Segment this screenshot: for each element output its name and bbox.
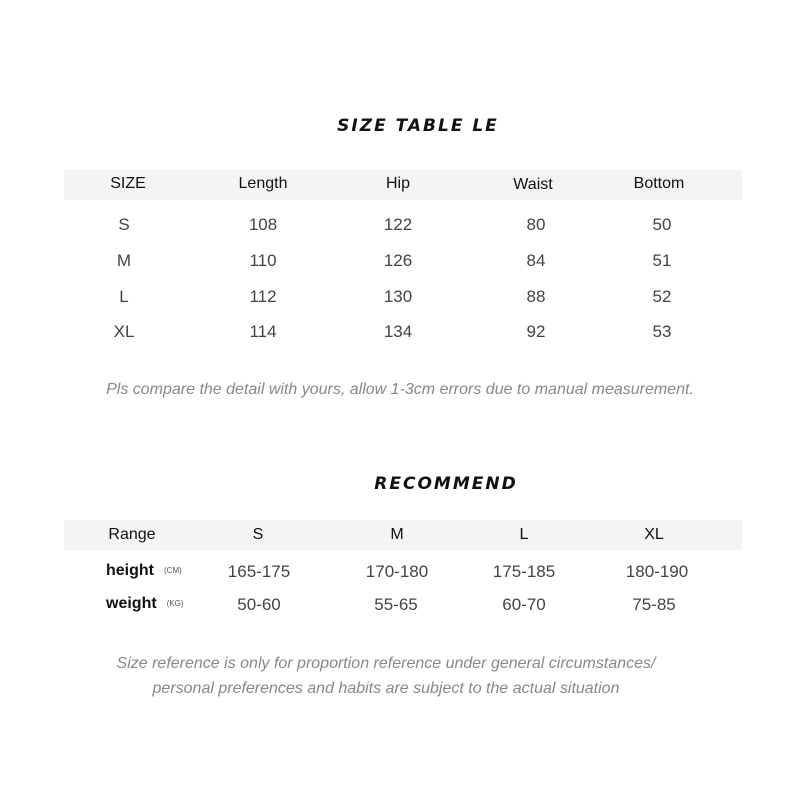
table-cell: 122 [383, 215, 413, 234]
header-m: M [390, 526, 404, 543]
size-table-title: SIZE TABLE LE [337, 116, 499, 136]
table-cell: M [116, 251, 132, 270]
table-cell: 165-175 [227, 562, 291, 581]
table-cell: 180-190 [625, 562, 689, 581]
height-label-text: height [106, 562, 154, 579]
weight-label [106, 595, 184, 613]
height-unit: (CM) [164, 566, 182, 576]
table-cell: 53 [652, 322, 672, 341]
table-cell: 130 [383, 287, 413, 306]
table-cell: L [119, 287, 129, 306]
table-cell: 50 [652, 215, 672, 234]
recommend-title: RECOMMEND [374, 474, 518, 494]
table-cell: 108 [248, 215, 278, 234]
table-cell: 55-65 [374, 595, 418, 614]
header-length: Length [238, 175, 288, 192]
table-cell: 134 [383, 322, 413, 341]
table-cell: 175-185 [492, 562, 556, 581]
header-hip: Hip [385, 175, 411, 192]
header-l: L [519, 526, 529, 543]
header-bottom: Bottom [633, 175, 685, 192]
table-cell: XL [113, 322, 135, 341]
table-cell: 84 [526, 251, 546, 270]
table-cell: 114 [249, 322, 277, 341]
table-cell: 51 [652, 251, 672, 270]
weight-label-text: weight [106, 595, 157, 612]
header-xl: XL [644, 526, 664, 543]
size-reference-note-line2: personal preferences and habits are subject to the actual situation [152, 680, 620, 697]
table-cell: 75-85 [632, 595, 676, 614]
table-cell: 126 [383, 251, 413, 270]
measurement-note: Pls compare the detail with yours, allow 1-3cm errors due to manual measurement. [106, 381, 694, 398]
table-cell: 52 [652, 287, 672, 306]
weight-unit: (KG) [166, 599, 184, 609]
table-cell: 50-60 [237, 595, 281, 614]
table-cell: 110 [249, 251, 277, 270]
header-s: S [252, 526, 264, 543]
size-reference-note-line1: Size reference is only for proportion reference under general circumstances/ [116, 655, 656, 672]
header-range: Range [108, 526, 156, 543]
table-cell: 92 [526, 322, 546, 341]
table-cell: 60-70 [502, 595, 546, 614]
table-cell: 170-180 [365, 562, 429, 581]
header-size: SIZE [110, 175, 146, 192]
table-cell: 88 [526, 287, 546, 306]
table-cell: S [118, 215, 130, 234]
table-cell: 112 [249, 287, 277, 306]
table-cell: 80 [526, 215, 546, 234]
header-waist: Waist [513, 176, 553, 193]
height-label [106, 562, 182, 580]
